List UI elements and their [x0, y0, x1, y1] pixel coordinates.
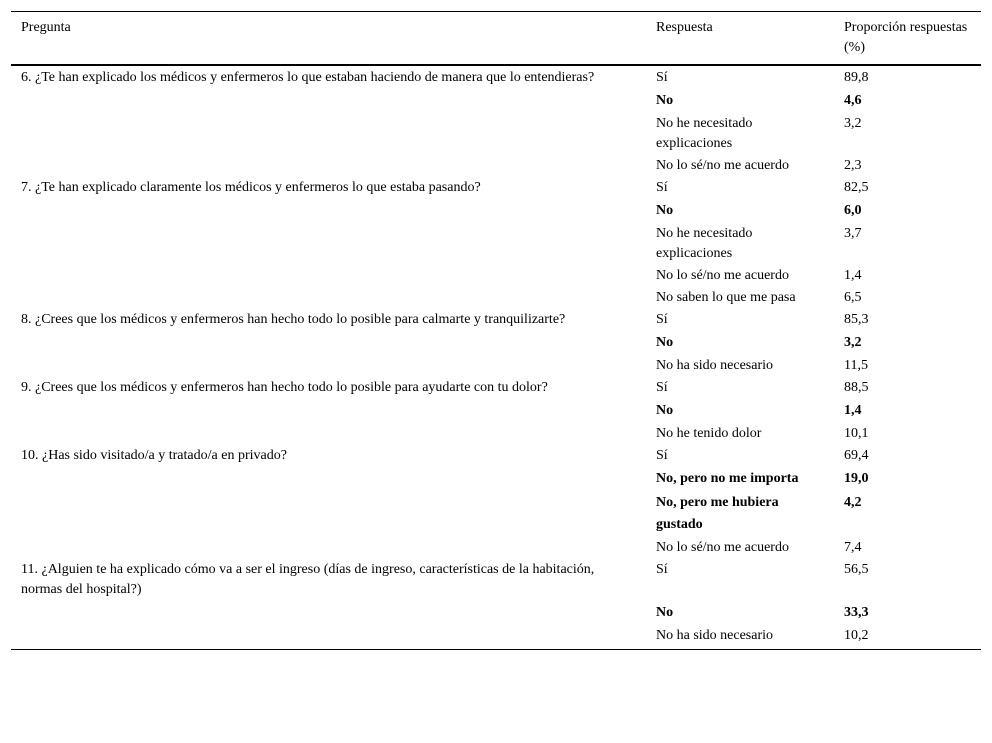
question-cell [11, 423, 646, 445]
survey-table-container [11, 11, 981, 650]
table-row [11, 377, 981, 399]
answer-cell: Sí [656, 448, 668, 463]
question-cell [11, 199, 646, 223]
question-cell [11, 399, 646, 423]
question-cell [11, 113, 646, 155]
question-cell [11, 467, 646, 491]
table-row [11, 399, 981, 423]
question-cell [11, 287, 646, 309]
answer-cell: Sí [656, 180, 668, 195]
question-cell: 6. ¿Te han explicado los médicos y enfermeros lo que estaban haciendo de manera que lo entendieras? [21, 70, 595, 85]
table-row [11, 177, 981, 199]
question-cell [11, 223, 646, 265]
question-cell: 9. ¿Crees que los médicos y enfermeros han hecho todo lo posible para ayudarte con tu dolor? [21, 380, 548, 395]
question-cell [11, 537, 646, 559]
answer-cell: No ha sido necesario [656, 628, 774, 643]
answer-cell: No [656, 605, 674, 620]
answer-cell: Sí [656, 312, 668, 327]
answer-cell: No [656, 203, 674, 218]
question-cell [11, 491, 646, 537]
percentage-cell: 89,8 [844, 70, 869, 85]
survey-table [11, 11, 981, 650]
percentage-cell: 69,4 [844, 448, 869, 463]
table-row [11, 155, 981, 177]
percentage-cell: 3,2 [844, 335, 862, 350]
percentage-cell: 3,2 [844, 116, 862, 131]
header-row [11, 12, 981, 66]
question-cell: 11. ¿Alguien te ha explicado cómo va a ser el ingreso (días de ingreso, características de la habitación, normas del hospital?) [21, 562, 595, 597]
answer-cell: No lo sé/no me acuerdo [656, 268, 789, 283]
table-row [11, 423, 981, 445]
percentage-cell: 3,7 [844, 226, 862, 241]
table-row [11, 559, 981, 601]
question-cell [11, 601, 646, 625]
answer-cell: No he necesitado explicaciones [656, 226, 753, 261]
table-row [11, 537, 981, 559]
table-row [11, 65, 981, 89]
table-header [11, 12, 981, 66]
table-row [11, 309, 981, 331]
table-row [11, 445, 981, 467]
question-cell: 7. ¿Te han explicado claramente los médicos y enfermeros lo que estaba pasando? [21, 180, 481, 195]
header-proporcion: Proporción respuestas (%) [844, 20, 968, 55]
percentage-cell: 10,2 [844, 628, 869, 643]
question-cell: 10. ¿Has sido visitado/a y tratado/a en privado? [21, 448, 287, 463]
percentage-cell: 4,6 [844, 93, 862, 108]
question-cell [11, 355, 646, 377]
percentage-cell: 1,4 [844, 268, 862, 283]
table-row [11, 265, 981, 287]
answer-cell: No lo sé/no me acuerdo [656, 540, 789, 555]
answer-cell: No, pero no me importa [656, 471, 799, 486]
table-row [11, 223, 981, 265]
percentage-cell: 7,4 [844, 540, 862, 555]
table-row [11, 287, 981, 309]
answer-cell: No saben lo que me pasa [656, 290, 796, 305]
question-cell: 8. ¿Crees que los médicos y enfermeros han hecho todo lo posible para calmarte y tranquilizarte? [21, 312, 566, 327]
percentage-cell: 85,3 [844, 312, 869, 327]
question-cell [11, 155, 646, 177]
answer-cell: Sí [656, 562, 668, 577]
percentage-cell: 10,1 [844, 426, 869, 441]
answer-cell: No he necesitado explicaciones [656, 116, 753, 151]
percentage-cell: 88,5 [844, 380, 869, 395]
percentage-cell: 6,5 [844, 290, 862, 305]
percentage-cell: 1,4 [844, 403, 862, 418]
answer-cell: No he tenido dolor [656, 426, 762, 441]
answer-cell: Sí [656, 380, 668, 395]
percentage-cell: 82,5 [844, 180, 869, 195]
table-row [11, 491, 981, 537]
question-cell [11, 331, 646, 355]
answer-cell: No [656, 403, 674, 418]
table-row [11, 89, 981, 113]
percentage-cell: 19,0 [844, 471, 869, 486]
question-cell [11, 625, 646, 650]
percentage-cell: 6,0 [844, 203, 862, 218]
table-row [11, 625, 981, 650]
answer-cell: No lo sé/no me acuerdo [656, 158, 789, 173]
answer-cell: No ha sido necesario [656, 358, 774, 373]
table-row [11, 601, 981, 625]
table-row [11, 113, 981, 155]
header-pregunta: Pregunta [21, 20, 71, 35]
percentage-cell: 33,3 [844, 605, 869, 620]
answer-cell: No [656, 93, 674, 108]
answer-cell: Sí [656, 70, 668, 85]
table-row [11, 331, 981, 355]
percentage-cell: 11,5 [844, 358, 868, 373]
table-row [11, 467, 981, 491]
percentage-cell: 56,5 [844, 562, 869, 577]
percentage-cell: 2,3 [844, 158, 862, 173]
header-respuesta: Respuesta [656, 20, 713, 35]
question-cell [11, 265, 646, 287]
table-body [11, 65, 981, 650]
question-cell [11, 89, 646, 113]
answer-cell: No [656, 335, 674, 350]
table-row [11, 199, 981, 223]
table-row [11, 355, 981, 377]
answer-cell: No, pero me hubiera gustado [656, 495, 779, 532]
percentage-cell: 4,2 [844, 495, 862, 510]
